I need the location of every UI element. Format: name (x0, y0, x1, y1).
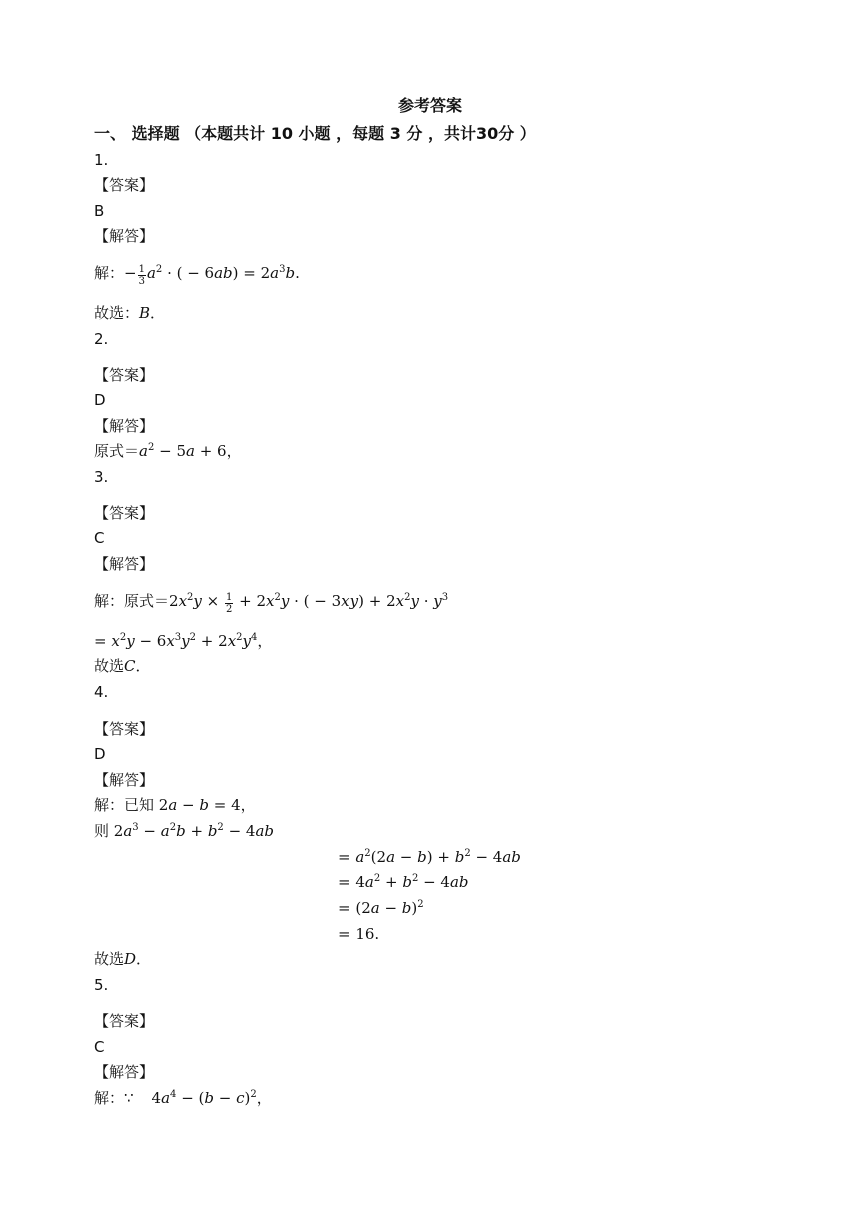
q4-solution-line2 (94, 821, 274, 841)
q1-number: 1. (94, 151, 109, 169)
q3-solution-line2 (94, 631, 272, 651)
q1-solution (94, 263, 300, 287)
q2-solution-prefix: 原式＝ (94, 442, 140, 460)
q4-step-4: = 16. (338, 925, 380, 943)
page-title: 参考答案 (397, 96, 462, 115)
q4-formula-given: 2a − b = 4， (158, 796, 256, 814)
q4-step-3: = $(2a - b)^2$ (338, 899, 424, 917)
q3-answer: C (94, 529, 105, 547)
q1-choose-end: ． (150, 304, 166, 322)
q4-step-1: = $a^2(2a - b) + b^2 - 4ab$ (338, 848, 521, 866)
q4-answer: D (94, 745, 106, 763)
q4-choose-letter: D (124, 950, 137, 968)
q1-choose-text: 故选： (94, 304, 140, 322)
q3-choose-letter: C (124, 657, 136, 675)
q3-choose-text: 故选 (94, 657, 125, 675)
q4-choose-end: ． (136, 950, 152, 968)
q1-formula: − $\frac{1}{3}$ $a^2$ · ( − $6ab) = 2a^3b$. (124, 264, 300, 287)
q3-explain-tag: 【解答】 (94, 555, 155, 573)
q4-solution-prefix: 解：已知 (94, 796, 159, 814)
q2-answer: D (94, 391, 106, 409)
q5-answer: C (94, 1038, 105, 1056)
q5-answer-tag: 【答案】 (94, 1012, 155, 1030)
q3-conclusion (94, 656, 151, 676)
q3-solution (94, 591, 448, 615)
q5-number: 5. (94, 976, 109, 994)
q4-conclusion (94, 949, 151, 969)
q1-solution-prefix: 解： (94, 264, 125, 282)
q3-formula-2: = $x^2y - 6x^3y^2 + 2x^2y^4$， (94, 632, 273, 650)
q2-answer-tag: 【答案】 (94, 366, 155, 384)
section-heading: 一、 选择题 （本题共计 10 小题 ，每题 3 分 ，共计30分 ） (94, 124, 536, 143)
q1-conclusion (94, 303, 165, 323)
q2-solution (94, 441, 242, 461)
q1-answer-tag: 【答案】 (94, 176, 155, 194)
q4-answer-tag: 【答案】 (94, 720, 155, 738)
q1-answer: B (94, 202, 105, 220)
q4-choose-text: 故选 (94, 950, 125, 968)
q3-number: 3. (94, 468, 109, 486)
q1-choose-letter: B (139, 304, 151, 322)
q3-choose-end: ． (135, 657, 151, 675)
q5-solution (94, 1088, 272, 1108)
q1-explain-tag: 【解答】 (94, 227, 155, 245)
q4-step-2: = $4a^2 + b^2 - 4ab$ (338, 873, 469, 891)
q3-solution-prefix: 解：原式＝ (94, 592, 170, 610)
q3-formula: $2x^2y$ × $\frac{1}{2}$ + $2x^2y$ · ( − $3xy) + 2x^2y \cdot y^3$ (169, 592, 449, 615)
q2-explain-tag: 【解答】 (94, 417, 155, 435)
q2-number: 2. (94, 330, 109, 348)
q4-explain-tag: 【解答】 (94, 771, 155, 789)
q4-number: 4. (94, 683, 109, 701)
q4-solution (94, 795, 256, 815)
q3-answer-tag: 【答案】 (94, 504, 155, 522)
q4-then-prefix: 则 (94, 822, 114, 840)
q4-formula-expr: $2a^3 - a^2b + b^2 - 4ab$ (113, 822, 274, 840)
q2-formula: $a^2 - 5a + 6$， (139, 442, 242, 460)
q5-explain-tag: 【解答】 (94, 1063, 155, 1081)
q5-solution-prefix: 解：∵ (94, 1089, 134, 1107)
q5-formula: $4a^4 - (b - c)^2$， (151, 1089, 272, 1107)
